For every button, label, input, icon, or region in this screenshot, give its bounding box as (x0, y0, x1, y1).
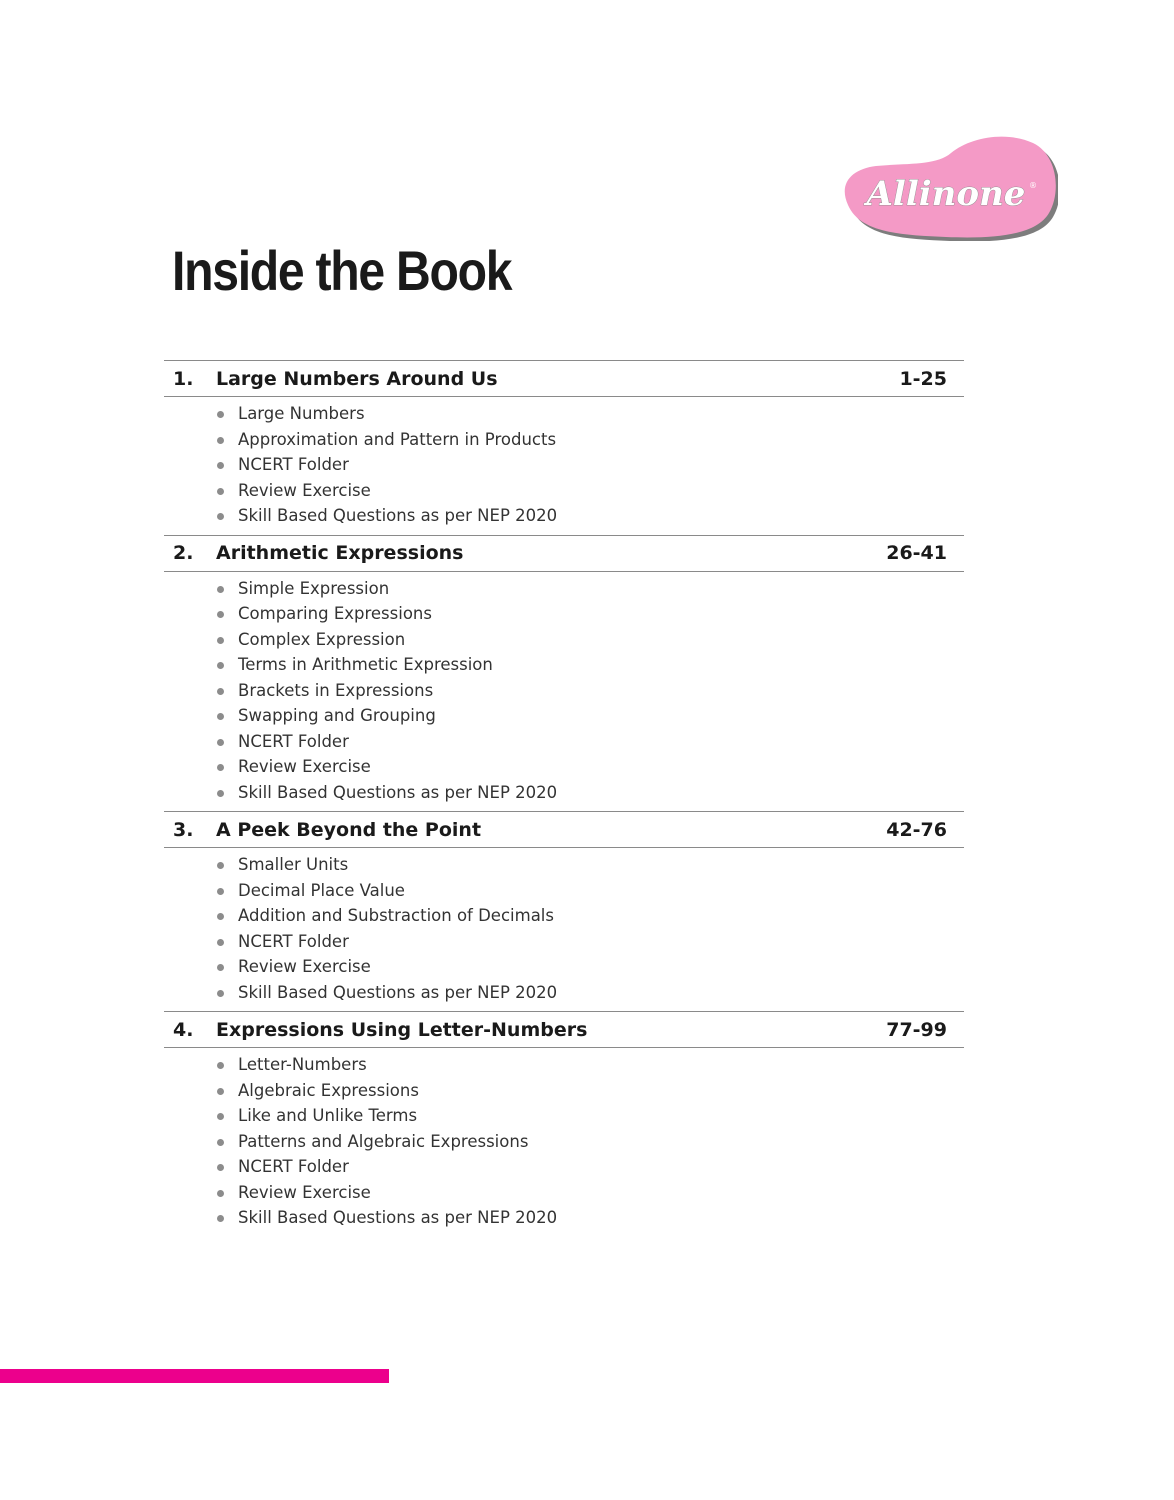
topic-label: Swapping and Grouping (238, 706, 436, 725)
topic-item (216, 1103, 964, 1129)
page-title: Inside the Book (172, 239, 512, 302)
topic-list (164, 397, 964, 535)
bullet-icon (217, 662, 224, 669)
topic-label: Algebraic Expressions (238, 1080, 419, 1100)
topic-label: NCERT Folder (238, 1157, 349, 1176)
topic-label: Review Exercise (238, 957, 371, 976)
bullet-icon (217, 437, 224, 444)
topic-item (216, 503, 964, 529)
bullet-icon (217, 739, 224, 746)
topic-label: Like and Unlike Terms (238, 1106, 418, 1125)
topic-item (216, 703, 964, 729)
topic-item (216, 878, 964, 904)
topic-item (216, 780, 964, 806)
topic-item (216, 1205, 964, 1231)
bullet-icon (217, 1088, 224, 1095)
topic-label: Addition and Substraction of Decimals (238, 906, 554, 925)
topic-label: Skill Based Questions as per NEP 2020 (238, 1208, 558, 1227)
topic-label: Decimal Place Value (238, 880, 405, 900)
bullet-icon (217, 637, 224, 644)
topic-label: NCERT Folder (238, 931, 349, 951)
chapter-header (164, 535, 964, 572)
bullet-icon (217, 1113, 224, 1120)
bullet-icon (217, 713, 224, 720)
brand-logo (836, 133, 1058, 241)
topic-label: Skill Based Questions as per NEP 2020 (238, 782, 558, 802)
topic-item (216, 1052, 964, 1078)
topic-item (216, 452, 964, 478)
chapter-pages: 26-41 (886, 542, 947, 564)
topic-item (216, 401, 964, 427)
topic-label: Review Exercise (238, 480, 371, 500)
chapter-number: 1. (173, 367, 194, 390)
topic-list (164, 848, 964, 1011)
topic-item (216, 980, 964, 1006)
bullet-icon (217, 688, 224, 695)
topic-item (216, 1180, 964, 1206)
topic-list (164, 1048, 964, 1237)
topic-label: Approximation and Pattern in Products (238, 429, 557, 449)
topic-item (216, 754, 964, 780)
chapter-title: Large Numbers Around Us (216, 367, 498, 390)
bullet-icon (217, 586, 224, 593)
chapter-number: 2. (173, 542, 194, 564)
topic-item (216, 1129, 964, 1155)
topic-label: NCERT Folder (238, 455, 349, 474)
topic-item (216, 427, 964, 453)
topic-label: Skill Based Questions as per NEP 2020 (238, 506, 558, 525)
topic-item (216, 1078, 964, 1104)
chapter-title: A Peek Beyond the Point (216, 818, 482, 841)
topic-label: NCERT Folder (238, 731, 349, 751)
bullet-icon (217, 611, 224, 618)
chapter-pages: 1-25 (899, 367, 947, 390)
bullet-icon (217, 990, 224, 997)
chapter-pages: 77-99 (886, 1018, 947, 1041)
topic-label: Simple Expression (238, 578, 390, 598)
topic-label: Review Exercise (238, 1182, 371, 1202)
topic-list (164, 572, 964, 812)
topic-item (216, 576, 964, 602)
topic-item (216, 601, 964, 627)
bullet-icon (217, 1062, 224, 1069)
registered-mark: ® (1029, 181, 1037, 190)
topic-label: Letter-Numbers (238, 1055, 367, 1074)
accent-bar (0, 1369, 389, 1383)
chapter-number: 4. (173, 1018, 194, 1041)
logo-blob-graphic (836, 133, 1058, 241)
topic-label: Terms in Arithmetic Expression (238, 655, 493, 674)
bullet-icon (217, 488, 224, 495)
topic-label: Brackets in Expressions (238, 680, 434, 700)
chapter-header (164, 1011, 964, 1048)
topic-item (216, 678, 964, 704)
topic-item (216, 852, 964, 878)
topic-label: Smaller Units (238, 855, 349, 874)
bullet-icon (217, 862, 224, 869)
topic-label: Large Numbers (238, 404, 365, 423)
bullet-icon (217, 411, 224, 418)
topic-label: Comparing Expressions (238, 604, 432, 623)
bullet-icon (217, 764, 224, 771)
topic-label: Patterns and Algebraic Expressions (238, 1131, 529, 1151)
topic-label: Complex Expression (238, 629, 406, 649)
bullet-icon (217, 913, 224, 920)
bullet-icon (217, 939, 224, 946)
chapter-number: 3. (173, 818, 194, 841)
bullet-icon (217, 790, 224, 797)
topic-item (216, 652, 964, 678)
bullet-icon (217, 964, 224, 971)
topic-item (216, 729, 964, 755)
table-of-contents (164, 360, 964, 1237)
topic-label: Review Exercise (238, 757, 371, 776)
bullet-icon (217, 1164, 224, 1171)
chapter-title: Expressions Using Letter-Numbers (216, 1018, 588, 1041)
bullet-icon (217, 888, 224, 895)
bullet-icon (217, 1139, 224, 1146)
topic-item (216, 478, 964, 504)
topic-label: Skill Based Questions as per NEP 2020 (238, 982, 558, 1002)
bullet-icon (217, 1215, 224, 1222)
logo-text: Allinone (866, 174, 1026, 214)
bullet-icon (217, 513, 224, 520)
chapter-pages: 42-76 (886, 818, 947, 841)
topic-item (216, 1154, 964, 1180)
topic-item (216, 954, 964, 980)
chapter-header (164, 360, 964, 397)
chapter-title: Arithmetic Expressions (216, 542, 464, 564)
bullet-icon (217, 462, 224, 469)
bullet-icon (217, 1190, 224, 1197)
topic-item (216, 929, 964, 955)
chapter-header (164, 811, 964, 848)
topic-item (216, 627, 964, 653)
topic-item (216, 903, 964, 929)
